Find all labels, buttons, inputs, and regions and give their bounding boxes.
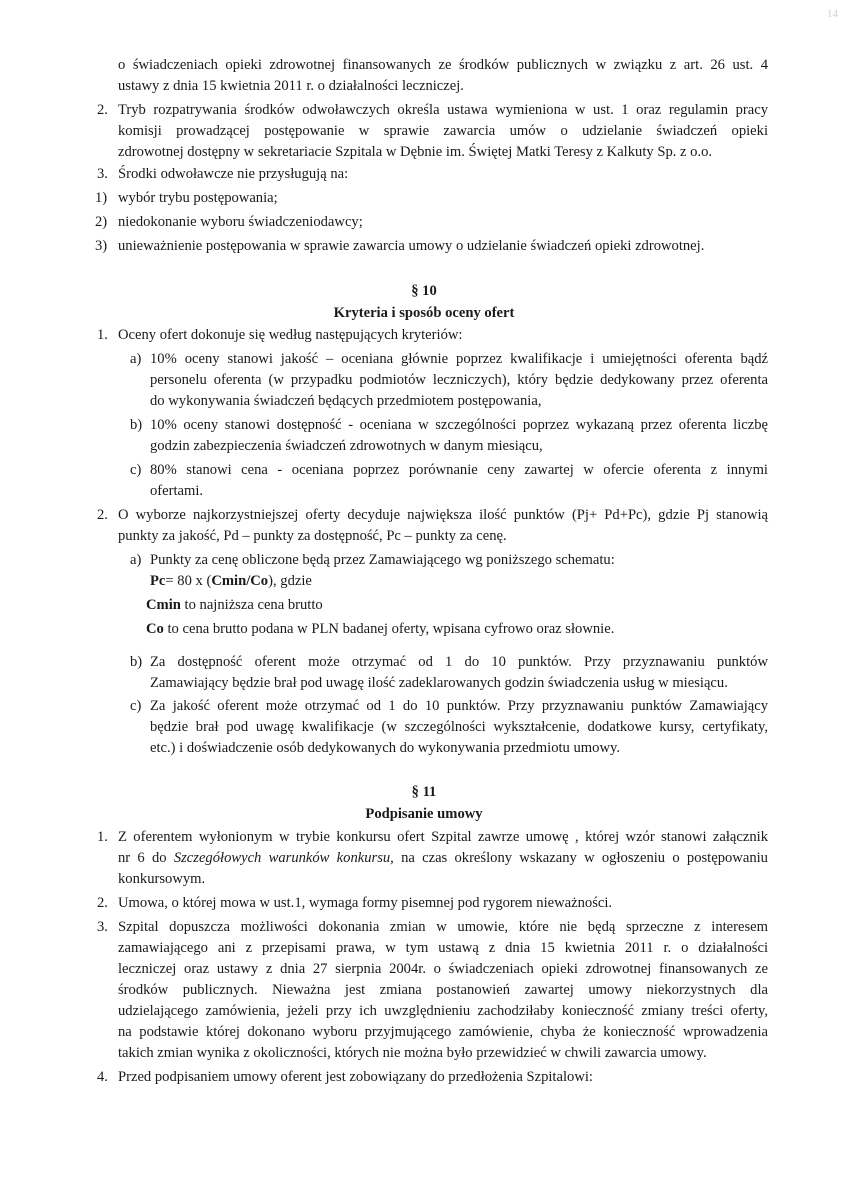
paragraph-line: na podstawie której dokonano wyboru przyjmującego zamówienie, chyba że konieczność wprowadzenia [118, 1024, 768, 1040]
list-number: c) [130, 462, 142, 478]
list-number: a) [130, 552, 142, 568]
section-title: Podpisanie umowy [365, 806, 483, 822]
list-number: 2. [97, 895, 108, 911]
definition-line [146, 621, 614, 638]
definition-co: to cena brutto podana w PLN badanej oferty, wpisana cyfrowo oraz słownie. [163, 621, 615, 637]
list-number: b) [130, 654, 143, 670]
paragraph-line: 10% oceny stanowi dostępność - oceniana w szczególności poprzez wykazaną przez oferenta liczbę [150, 417, 768, 433]
text: na czas określony wskazany w ogłoszeniu o postępowaniu [393, 850, 768, 866]
paragraph-line: Za dostępność oferent może otrzymać od 1 do 10 punktów. Przy przyznawaniu punktów [150, 654, 768, 670]
term-cmin: Cmin [146, 597, 181, 613]
definition-line [146, 597, 323, 614]
paragraph-line: 80% stanowi cena - oceniana poprzez porównanie ceny zawartej w ofercie oferenta z innymi [150, 462, 768, 478]
list-number: 1. [97, 829, 108, 845]
paragraph-line: zdrowotnej dostępny w sekretariacie Szpitala w Dębnie im. Świętej Matki Teresy z Kalkuty Sp. z o.o. [118, 144, 713, 160]
formula-pc: Pc [150, 573, 166, 589]
paragraph-line: punkty za jakość, Pd – punkty za dostępność, Pc – punkty za cenę. [118, 528, 507, 544]
list-number: 3) [95, 238, 108, 254]
list-number: 1. [97, 327, 108, 343]
paragraph-line: będzie brał pod uwagę kwalifikacje (w szczególności wykształcenie, dodatkowe kursy, certyfikaty, [150, 719, 768, 735]
definition-cmin: to najniższa cena brutto [180, 597, 323, 613]
list-number: 2) [95, 214, 108, 230]
intro-line: o świadczeniach opieki zdrowotnej finansowanych ze środków publicznych w związku z art. 26 ust. 4 [118, 57, 768, 73]
formula-line [150, 573, 312, 590]
paragraph-line: zamawiającego ani z przepisami prawa, w tym ustawą z dnia 15 kwietnia 2011 r. o działalności [118, 940, 768, 956]
paragraph-line: środków publicznych. Nieważna jest zmiana postanowień zawartej umowy niekorzystnych dla [118, 982, 768, 998]
paragraph-line: Tryb rozpatrywania środków odwoławczych określa ustawa wymieniona w ust. 1 oraz regulamin pracy [118, 102, 768, 118]
paragraph-line: Za jakość oferent może otrzymać od 1 do 10 punktów. Przy przyznawaniu punktów Zamawiający [150, 698, 768, 714]
list-number: 2. [97, 507, 108, 523]
paragraph-line: do wykonywania świadczeń będących przedmiotem postępowania, [150, 393, 542, 409]
paragraph-line: Punkty za cenę obliczone będą przez Zamawiającego wg poniższego schematu: [150, 552, 615, 568]
paragraph-line: ofertami. [150, 483, 204, 499]
intro-line: ustawy z dnia 15 kwietnia 2011 r. o działalności leczniczej. [118, 78, 464, 94]
section-symbol: § 11 [411, 784, 437, 800]
list-number: 4. [97, 1069, 108, 1085]
paragraph-line: godzin zabezpieczenia świadczeń zdrowotnych w danym miesiącu, [150, 438, 543, 454]
paragraph-line: Szpital dopuszcza możliwości dokonania zmian w umowie, które nie będą sprzeczne z interesem [118, 919, 768, 935]
paragraph-line: Środki odwoławcze nie przysługują na: [118, 166, 349, 182]
document-title-italic: Szczegółowych warunków konkursu, [173, 850, 394, 866]
paragraph-line: etc.) i doświadczenie osób dedykowanych do wykonywania przedmiotu umowy. [150, 740, 620, 756]
paragraph-line: O wyborze najkorzystniejszej oferty decyduje największa ilość punktów (Pj+ Pd+Pc), gdzie Pj stanowią [118, 507, 768, 523]
paragraph-line: konkursowym. [118, 871, 206, 887]
paragraph-line: leczniczej oraz ustawy z dnia 27 sierpnia 2004r. o świadczeniach opieki zdrowotnej finansowanych ze [118, 961, 768, 977]
paragraph-line: takich zmian wynika z okoliczności, których nie można było przewidzieć w chwili zawarcia umowy. [118, 1045, 707, 1061]
paragraph-line [118, 850, 768, 867]
list-number: c) [130, 698, 142, 714]
paragraph-line: udzielającego zamówienia, jeżeli przy ich uwzględnieniu zachodziłaby konieczność zmiany treści oferty, [118, 1003, 768, 1019]
section-title: Kryteria i sposób oceny ofert [333, 305, 515, 321]
paragraph-line: Przed podpisaniem umowy oferent jest zobowiązany do przedłożenia Szpitalowi: [118, 1069, 593, 1085]
list-number: 2. [97, 102, 108, 118]
page-corner-mark: 14 [827, 8, 838, 20]
list-item: niedokonanie wyboru świadczeniodawcy; [118, 214, 363, 230]
paragraph-line: komisji prowadzącej postępowanie w sprawie zawarcia umów o udzielanie świadczeń opieki [118, 123, 768, 139]
paragraph-line: Zamawiający będzie brał pod uwagę ilość zadeklarowanych godzin świadczenia usług w miesiącu. [150, 675, 728, 691]
list-number: a) [130, 351, 142, 367]
formula-end: ), gdzie [268, 573, 312, 589]
list-number: 3. [97, 166, 108, 182]
list-item: wybór trybu postępowania; [118, 190, 278, 206]
paragraph-line: 10% oceny stanowi jakość – oceniana głównie poprzez kwalifikacje i umiejętności oferenta bądź [150, 351, 768, 367]
paragraph-line: Umowa, o której mowa w ust.1, wymaga formy pisemnej pod rygorem nieważności. [118, 895, 613, 911]
paragraph-line: Z oferentem wyłonionym w trybie konkursu ofert Szpital zawrze umowę , której wzór stanowi załącznik [118, 829, 768, 845]
term-co: Co [146, 621, 164, 637]
formula-mid: = 80 x ( [165, 573, 212, 589]
list-number: 3. [97, 919, 108, 935]
paragraph-line: Oceny ofert dokonuje się według następujących kryteriów: [118, 327, 463, 343]
list-item: unieważnienie postępowania w sprawie zawarcia umowy o udzielanie świadczeń opieki zdrowotnej. [118, 238, 705, 254]
section-symbol: § 10 [411, 283, 437, 299]
list-number: 1) [95, 190, 108, 206]
formula-ratio: Cmin/Co [211, 573, 269, 589]
text: nr 6 do [118, 850, 174, 866]
list-number: b) [130, 417, 143, 433]
paragraph-line: personelu oferenta (w przypadku podmiotów leczniczych), który będzie dedykowany przez oferenta [150, 372, 768, 388]
